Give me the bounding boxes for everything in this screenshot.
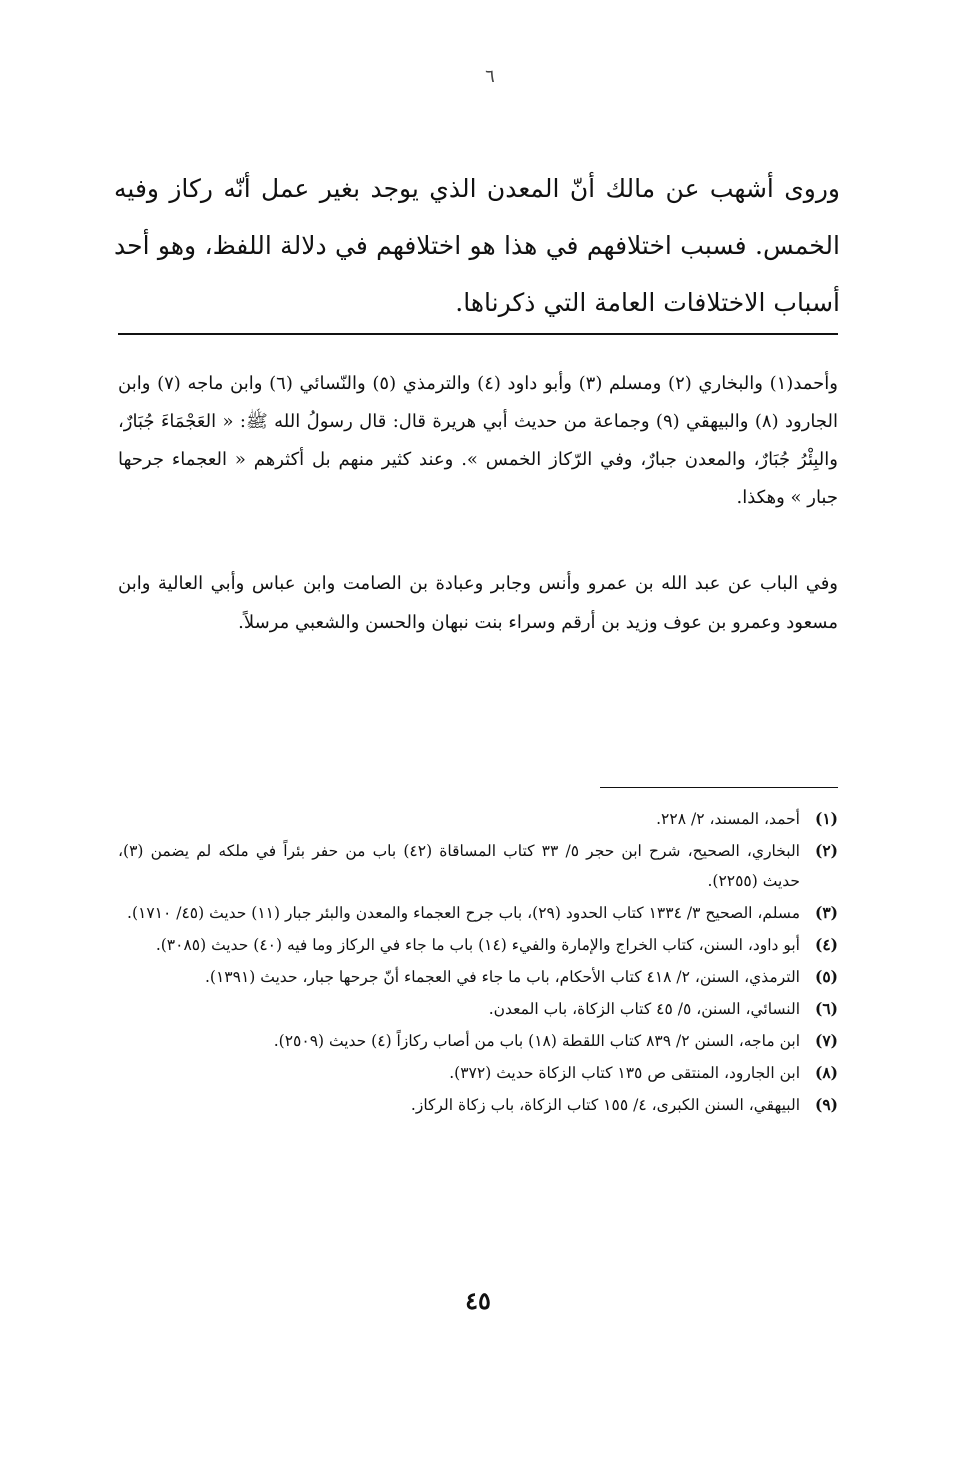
footnotes-list <box>118 804 838 1122</box>
footnote-text: ابن الجارود، المنتقى ص ١٣٥ كتاب الزكاة حديث (٣٧٢). <box>449 1064 800 1082</box>
top-marker: ٦ <box>485 66 495 87</box>
page-number: ٤٥ <box>465 1286 491 1315</box>
footnote-item <box>118 1058 838 1088</box>
footnote-text: مسلم، الصحيح ٣/ ١٣٣٤ كتاب الحدود (٢٩)، باب جرح العجماء والمعدن والبئر جبار (١١) حديث (٤٥/ ١٧١٠). <box>127 904 800 922</box>
footnote-number: (٩) <box>814 1095 838 1114</box>
footnote-number: (٤) <box>814 935 838 954</box>
footnote-number: (٢) <box>814 841 838 860</box>
footnote-number: (٦) <box>814 999 838 1018</box>
footnote-number: (٧) <box>814 1031 838 1050</box>
footnote-item <box>118 1026 838 1056</box>
footnote-number: (٥) <box>814 967 838 986</box>
bab-paragraph: وفي الباب عن عبد الله بن عمرو وأنس وجابر وعبادة بن الصامت وابن عباس وأبي العالية وابن مسعود وعمرو بن عوف وزيد بن أرقم وسراء بنت نبهان والحسن والشعبي مرسلاً. <box>118 573 838 633</box>
footnote-text: ابن ماجه، السنن ٢/ ٨٣٩ كتاب اللقطة (١٨) باب من أصاب ركازاً (٤) حديث (٢٥٠٩). <box>273 1032 800 1050</box>
footnote-number: (٨) <box>814 1063 838 1082</box>
footnote-item <box>118 994 838 1024</box>
footnote-text: البخاري، الصحيح، شرح ابن حجر ٥/ ٣٣ كتاب المساقاة (٤٢) باب من حفر بئراً في ملكه لم يضمن (٣)، حديث (٢٢٥٥). <box>118 842 800 890</box>
footnote-text: أبو داود، السنن، كتاب الخراج والإمارة والفيء (١٤) باب ما جاء في الركاز وما فيه (٤٠) حديث (٣٠٨٥). <box>155 936 800 954</box>
footnote-item <box>118 836 838 896</box>
footnote-text: النسائي، السنن، ٥/ ٤٥ كتاب الزكاة، باب المعدن. <box>488 1000 800 1018</box>
footnote-item <box>118 1090 838 1120</box>
main-paragraph: وروى أشهب عن مالك أنّ المعدن الذي يوجد بغير عمل أنّه ركاز وفيه الخمس. فسبب اختلافهم في هذا هو اختلافهم في دلالة اللفظ، وهو أحد أسباب الاختلافات العامة التي ذكرناها. <box>114 174 840 317</box>
footnote-item <box>118 962 838 992</box>
footnote-number: (٣) <box>814 903 838 922</box>
footnote-number: (١) <box>814 809 838 828</box>
footnote-divider <box>600 787 838 788</box>
footnote-item <box>118 898 838 928</box>
footnote-text: الترمذي، السنن، ٢/ ٤١٨ كتاب الأحكام، باب ما جاء في العجماء أنّ جرحها جبار، حديث (١٣٩١). <box>205 968 800 986</box>
main-divider <box>118 333 838 335</box>
footnote-item <box>118 804 838 834</box>
hadith-paragraph: وأحمد(١) والبخاري (٢) ومسلم (٣) وأبو داود (٤) والترمذي (٥) والنّسائي (٦) وابن ماجه (٧) وابن الجارود (٨) والبيهقي (٩) وجماعة من حديث أبي هريرة قال: قال رسولُ الله ﷺ: « العَجْمَاءَ جُبَارٌ، والبِئْرُ جُبَارٌ، والمعدن جبارٌ، وفي الرّكاز الخمس ». وعند كثير منهم بل أكثرهم « العجماء جرحها جبار » وهكذا. <box>118 373 839 508</box>
footnote-text: البيهقي، السنن الكبرى، ٤/ ١٥٥ كتاب الزكاة، باب زكاة الركاز. <box>410 1096 800 1114</box>
footnote-text: أحمد، المسند، ٢/ ٢٢٨. <box>656 810 800 828</box>
footnote-item <box>118 930 838 960</box>
